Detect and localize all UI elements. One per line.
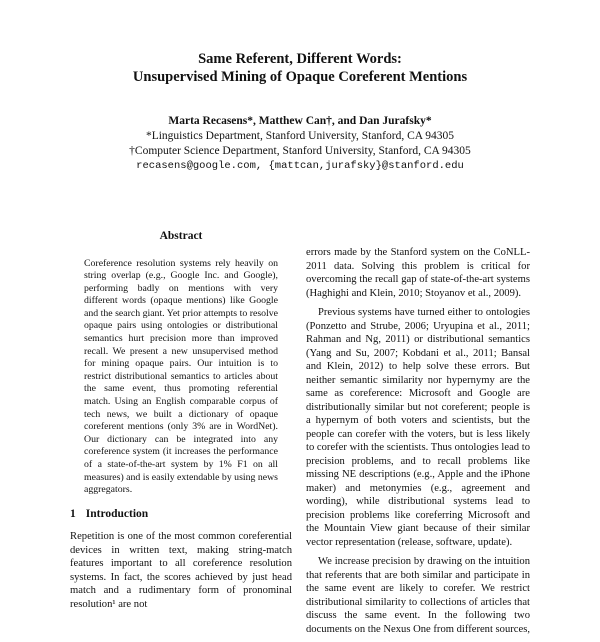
affiliation-1: *Linguistics Department, Stanford University, Stanford, CA 94305 xyxy=(145,130,455,142)
author-emails: recasens@google.com, {mattcan,jurafsky}@stanford.edu xyxy=(136,160,464,172)
introduction-body xyxy=(70,530,292,611)
author-names: Marta Recasens*, Matthew Can†, and Dan Jurafsky* xyxy=(168,115,432,127)
affiliation-2: †Computer Science Department, Stanford University, Stanford, CA 94305 xyxy=(129,145,471,157)
abstract-section xyxy=(70,230,292,497)
right-paragraph-1: errors made by the Stanford system on the CoNLL-2011 data. Solving this problem is critical for overcoming the recall gap of state-of-the-art systems (Haghighi and Klein, 2010; Stoyanov et al., 2009). xyxy=(306,247,530,299)
section-title: Introduction xyxy=(85,508,149,520)
right-column xyxy=(306,246,530,642)
section-number: 1 xyxy=(70,508,76,520)
abstract-heading: Abstract xyxy=(159,230,203,242)
intro-paragraph: Repetition is one of the most common coreferential devices in written text, making string-match features important to all coreference resolution systems. In fact, the scores achieved by just head match and a rudimentary form of pronominal resolution¹ are not xyxy=(70,531,292,610)
title-line-1: Same Referent, Different Words: xyxy=(198,51,402,67)
paper-title xyxy=(0,50,600,86)
introduction-heading xyxy=(70,508,148,520)
right-paragraph-3: We increase precision by drawing on the intuition that referents that are both similar and participate in the same event are likely to corefer. We restrict distributional similarity to collections of articles that discuss the same event. In the following two documents on the Nexus One from different sources, xyxy=(306,556,530,635)
author-block xyxy=(0,114,600,174)
abstract-body: Coreference resolution systems rely heavily on string overlap (e.g., Google Inc. and Google), performing badly on mentions with very different words (opaque mentions) like Google and the search giant. Yet prior attempts to resolve opaque pairs using ontologies or distributional semantics hurt precision more than improved recall. We present a new unsupervised method for mining opaque pairs. Our intuition is to restrict distributional semantics to articles about the same event, thus promoting referential match. Using an English comparable corpus of tech news, we built a dictionary of opaque coreferent mentions (only 3% are in WordNet). Our dictionary can be integrated into any coreference system (it increases the performance of a state-of-the-art system by 1% F1 on all measures) and is easily extendable by using news aggregators. xyxy=(84,257,278,496)
title-line-2: Unsupervised Mining of Opaque Coreferent Mentions xyxy=(132,69,468,85)
right-paragraph-2: Previous systems have turned either to ontologies (Ponzetto and Strube, 2006; Uryupina et al., 2011; Rahman and Ng, 2011) or distributional semantics (Yang and Su, 2007; Kobdani et al., 2011; Bansal and Klein, 2012) to help solve these errors. But neither semantic similarity nor hypernymy are the same as coreference: Microsoft and Google are distributionally similar but not coreferent; people is a hypernym of both voters and scientists, but the people can corefer with the voters, but is less likely to corefer with the scientists. Thus ontologies lead to precision problems, and to recall problems like missing NE descriptions (e.g., Apple and the iPhone maker) and metonymies (e.g., agreement and wording), while distributional systems lead to precision problems like coreferring Microsoft and the Mountain View giant because of their similar vector representation (release, software, update). xyxy=(306,307,530,548)
